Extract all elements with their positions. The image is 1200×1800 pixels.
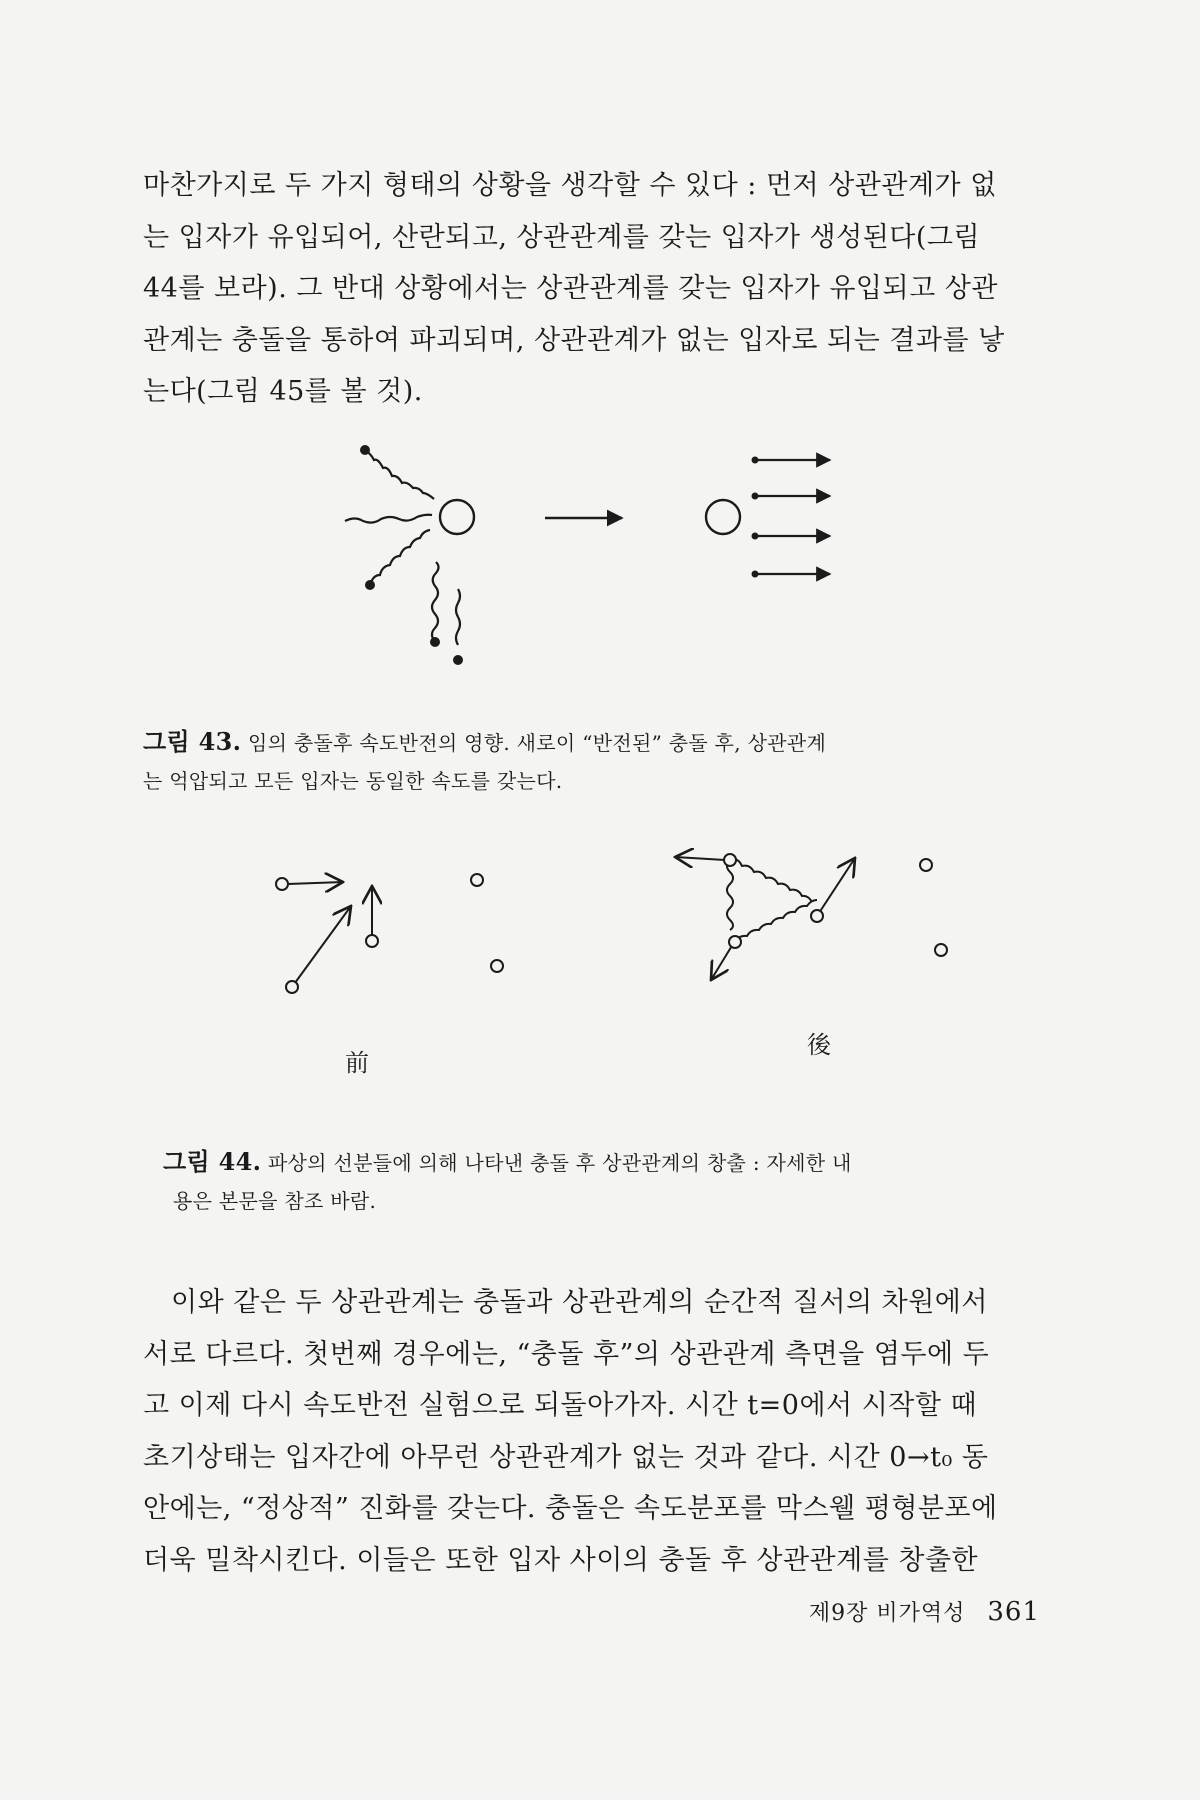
text-line: 는다(그림 45를 볼 것). — [143, 376, 423, 407]
particle — [430, 637, 440, 647]
particle — [276, 878, 288, 890]
text-line: 이와 같은 두 상관관계는 충돌과 상관관계의 순간적 질서의 차원에서 — [171, 1287, 988, 1318]
text-line: 44를 보라). 그 반대 상황에서는 상관관계를 갖는 입자가 유입되고 상관 — [143, 273, 998, 304]
caption-line — [143, 723, 826, 762]
page-footer — [809, 1596, 1040, 1627]
after-label: 後 — [807, 1031, 831, 1059]
particle — [729, 936, 741, 948]
particle — [811, 910, 823, 922]
particle — [286, 981, 298, 993]
before-label: 前 — [345, 1049, 369, 1077]
particle — [471, 874, 483, 886]
caption-text: 임의 충돌후 속도반전의 영향. 새로이 “반전된” 충돌 후, 상관관계 — [247, 731, 827, 755]
figure-43-diagram — [330, 440, 850, 680]
figure-label: 그림 44. — [162, 1147, 262, 1176]
wavy-correlation-line — [365, 450, 434, 499]
caption-line — [143, 1182, 852, 1220]
chapter-title: 제9장 비가역성 — [808, 1601, 966, 1626]
page-number: 361 — [987, 1597, 1040, 1627]
particle — [491, 960, 503, 972]
text-line: 관계는 충돌을 통하여 파괴되며, 상관관계가 없는 입자로 되는 결과를 낳 — [143, 324, 1005, 356]
particle — [366, 935, 378, 947]
particle — [724, 854, 736, 866]
wavy-correlation-line — [345, 515, 432, 523]
particle — [453, 655, 463, 665]
text-line: 초기상태는 입자간에 아무런 상관관계가 없는 것과 같다. 시간 0→t₀ 동 — [143, 1441, 989, 1473]
velocity-arrow — [711, 944, 733, 980]
text-line: 더욱 밀착시킨다. 이들은 또한 입자 사이의 충돌 후 상관관계를 창출한 — [143, 1544, 979, 1576]
velocity-arrow — [817, 858, 855, 916]
figure-43-caption — [143, 723, 826, 800]
text-line: 마찬가지로 두 가지 형태의 상황을 생각할 수 있다 : 먼저 상관관계가 없 — [143, 170, 997, 201]
scattering-center — [706, 500, 740, 534]
body-paragraph-1 — [143, 160, 1005, 418]
velocity-arrow — [675, 857, 725, 860]
caption-text: 용은 본문을 참조 바람. — [173, 1189, 377, 1213]
body-paragraph-2 — [143, 1277, 998, 1586]
wavy-correlation-line — [727, 860, 733, 930]
wavy-correlation-line — [735, 900, 817, 942]
particle — [935, 944, 947, 956]
particle — [360, 445, 370, 455]
caption-line — [143, 1143, 852, 1182]
figure-44-caption — [143, 1143, 852, 1220]
text-line: 는 입자가 유입되어, 산란되고, 상관관계를 갖는 입자가 생성된다(그림 — [143, 221, 981, 253]
particle — [365, 580, 375, 590]
text-line: 안에는, “정상적” 진화를 갖는다. 충돌은 속도분포를 막스웰 평형분포에 — [143, 1493, 998, 1524]
particle — [920, 859, 932, 871]
velocity-arrow — [292, 906, 351, 987]
text-line: 고 이제 다시 속도반전 실험으로 되돌아가자. 시간 t=0에서 시작할 때 — [143, 1390, 978, 1421]
wavy-correlation-line — [456, 589, 460, 645]
text-line: 서로 다르다. 첫번째 경우에는, “충돌 후”의 상관관계 측면을 염두에 두 — [143, 1338, 990, 1370]
caption-line: 는 억압되고 모든 입자는 동일한 속도를 갖는다. — [143, 769, 563, 793]
wavy-correlation-line — [730, 859, 812, 902]
velocity-arrow — [288, 882, 343, 884]
wavy-correlation-line — [432, 562, 439, 642]
scattering-center — [440, 500, 474, 534]
figure-label: 그림 43. — [143, 727, 242, 756]
wavy-correlation-line — [370, 530, 430, 585]
caption-text: 파상의 선분들에 의해 나타낸 충돌 후 상관관계의 창출 : 자세한 내 — [267, 1151, 852, 1175]
figure-44-diagram — [255, 840, 955, 1010]
